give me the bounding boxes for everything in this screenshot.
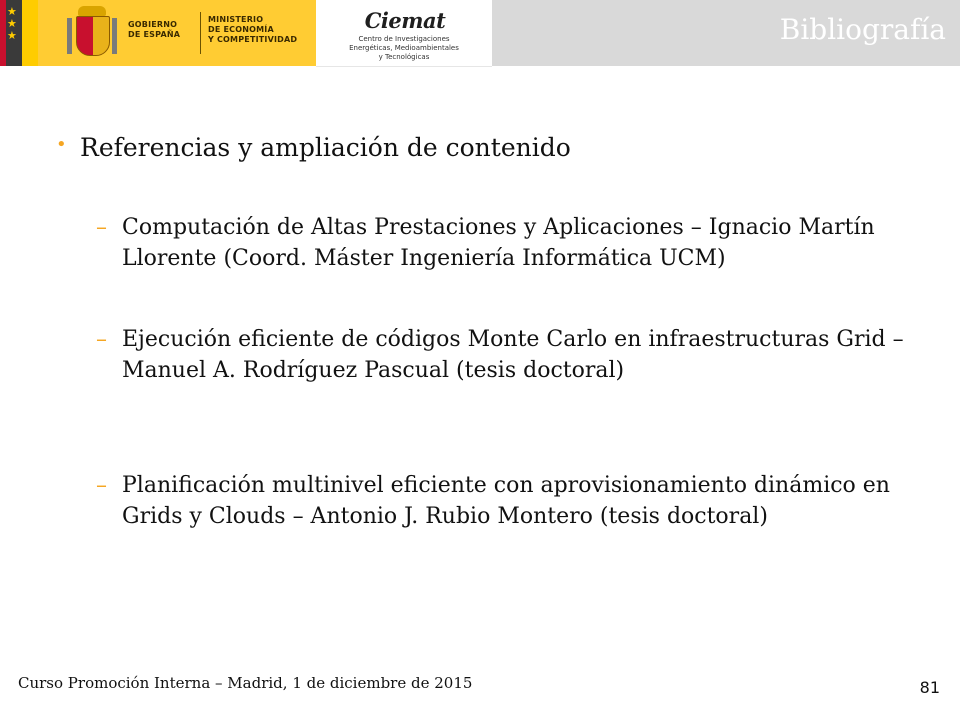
page-title: Bibliografía: [779, 13, 946, 46]
gobierno-text: GOBIERNO DE ESPAÑA: [128, 20, 181, 39]
coat-of-arms-icon: [64, 6, 120, 60]
dash-icon: –: [96, 215, 107, 240]
dash-icon: –: [96, 327, 107, 352]
slide-header: [0, 0, 960, 66]
bullet-dot-icon: •: [56, 134, 67, 155]
footer-text: Curso Promoción Interna – Madrid, 1 de diciembre de 2015: [18, 674, 473, 692]
ciemat-logo-block: [316, 0, 492, 67]
ministerio-text: MINISTERIO DE ECONOMÍA Y COMPETITIVIDAD: [208, 15, 298, 44]
government-logo: [38, 0, 316, 66]
dash-icon: –: [96, 473, 107, 498]
ciemat-subtitle: Centro de Investigaciones Energéticas, Medioambientales y Tecnológicas: [349, 35, 459, 61]
title-bar: [492, 0, 960, 66]
ciemat-logo: Ciemat: [364, 8, 446, 33]
logo-divider: [200, 12, 201, 54]
reference-text: Planificación multinivel eficiente con aprovisionamiento dinámico en Grids y Clouds – Antonio J. Rubio Montero (tesis doctoral): [122, 473, 890, 529]
page-number: 81: [919, 678, 940, 697]
reference-text: Computación de Altas Prestaciones y Aplicaciones – Ignacio Martín Llorente (Coord. Máster Ingeniería Informática UCM): [122, 215, 875, 271]
spain-flag-strip: [0, 0, 38, 66]
section-heading: Referencias y ampliación de contenido: [80, 133, 571, 162]
eu-stars-icon: ★ ★ ★: [7, 5, 17, 42]
reference-text: Ejecución eficiente de códigos Monte Carlo en infraestructuras Grid – Manuel A. Rodríguez Pascual (tesis doctoral): [122, 327, 904, 383]
